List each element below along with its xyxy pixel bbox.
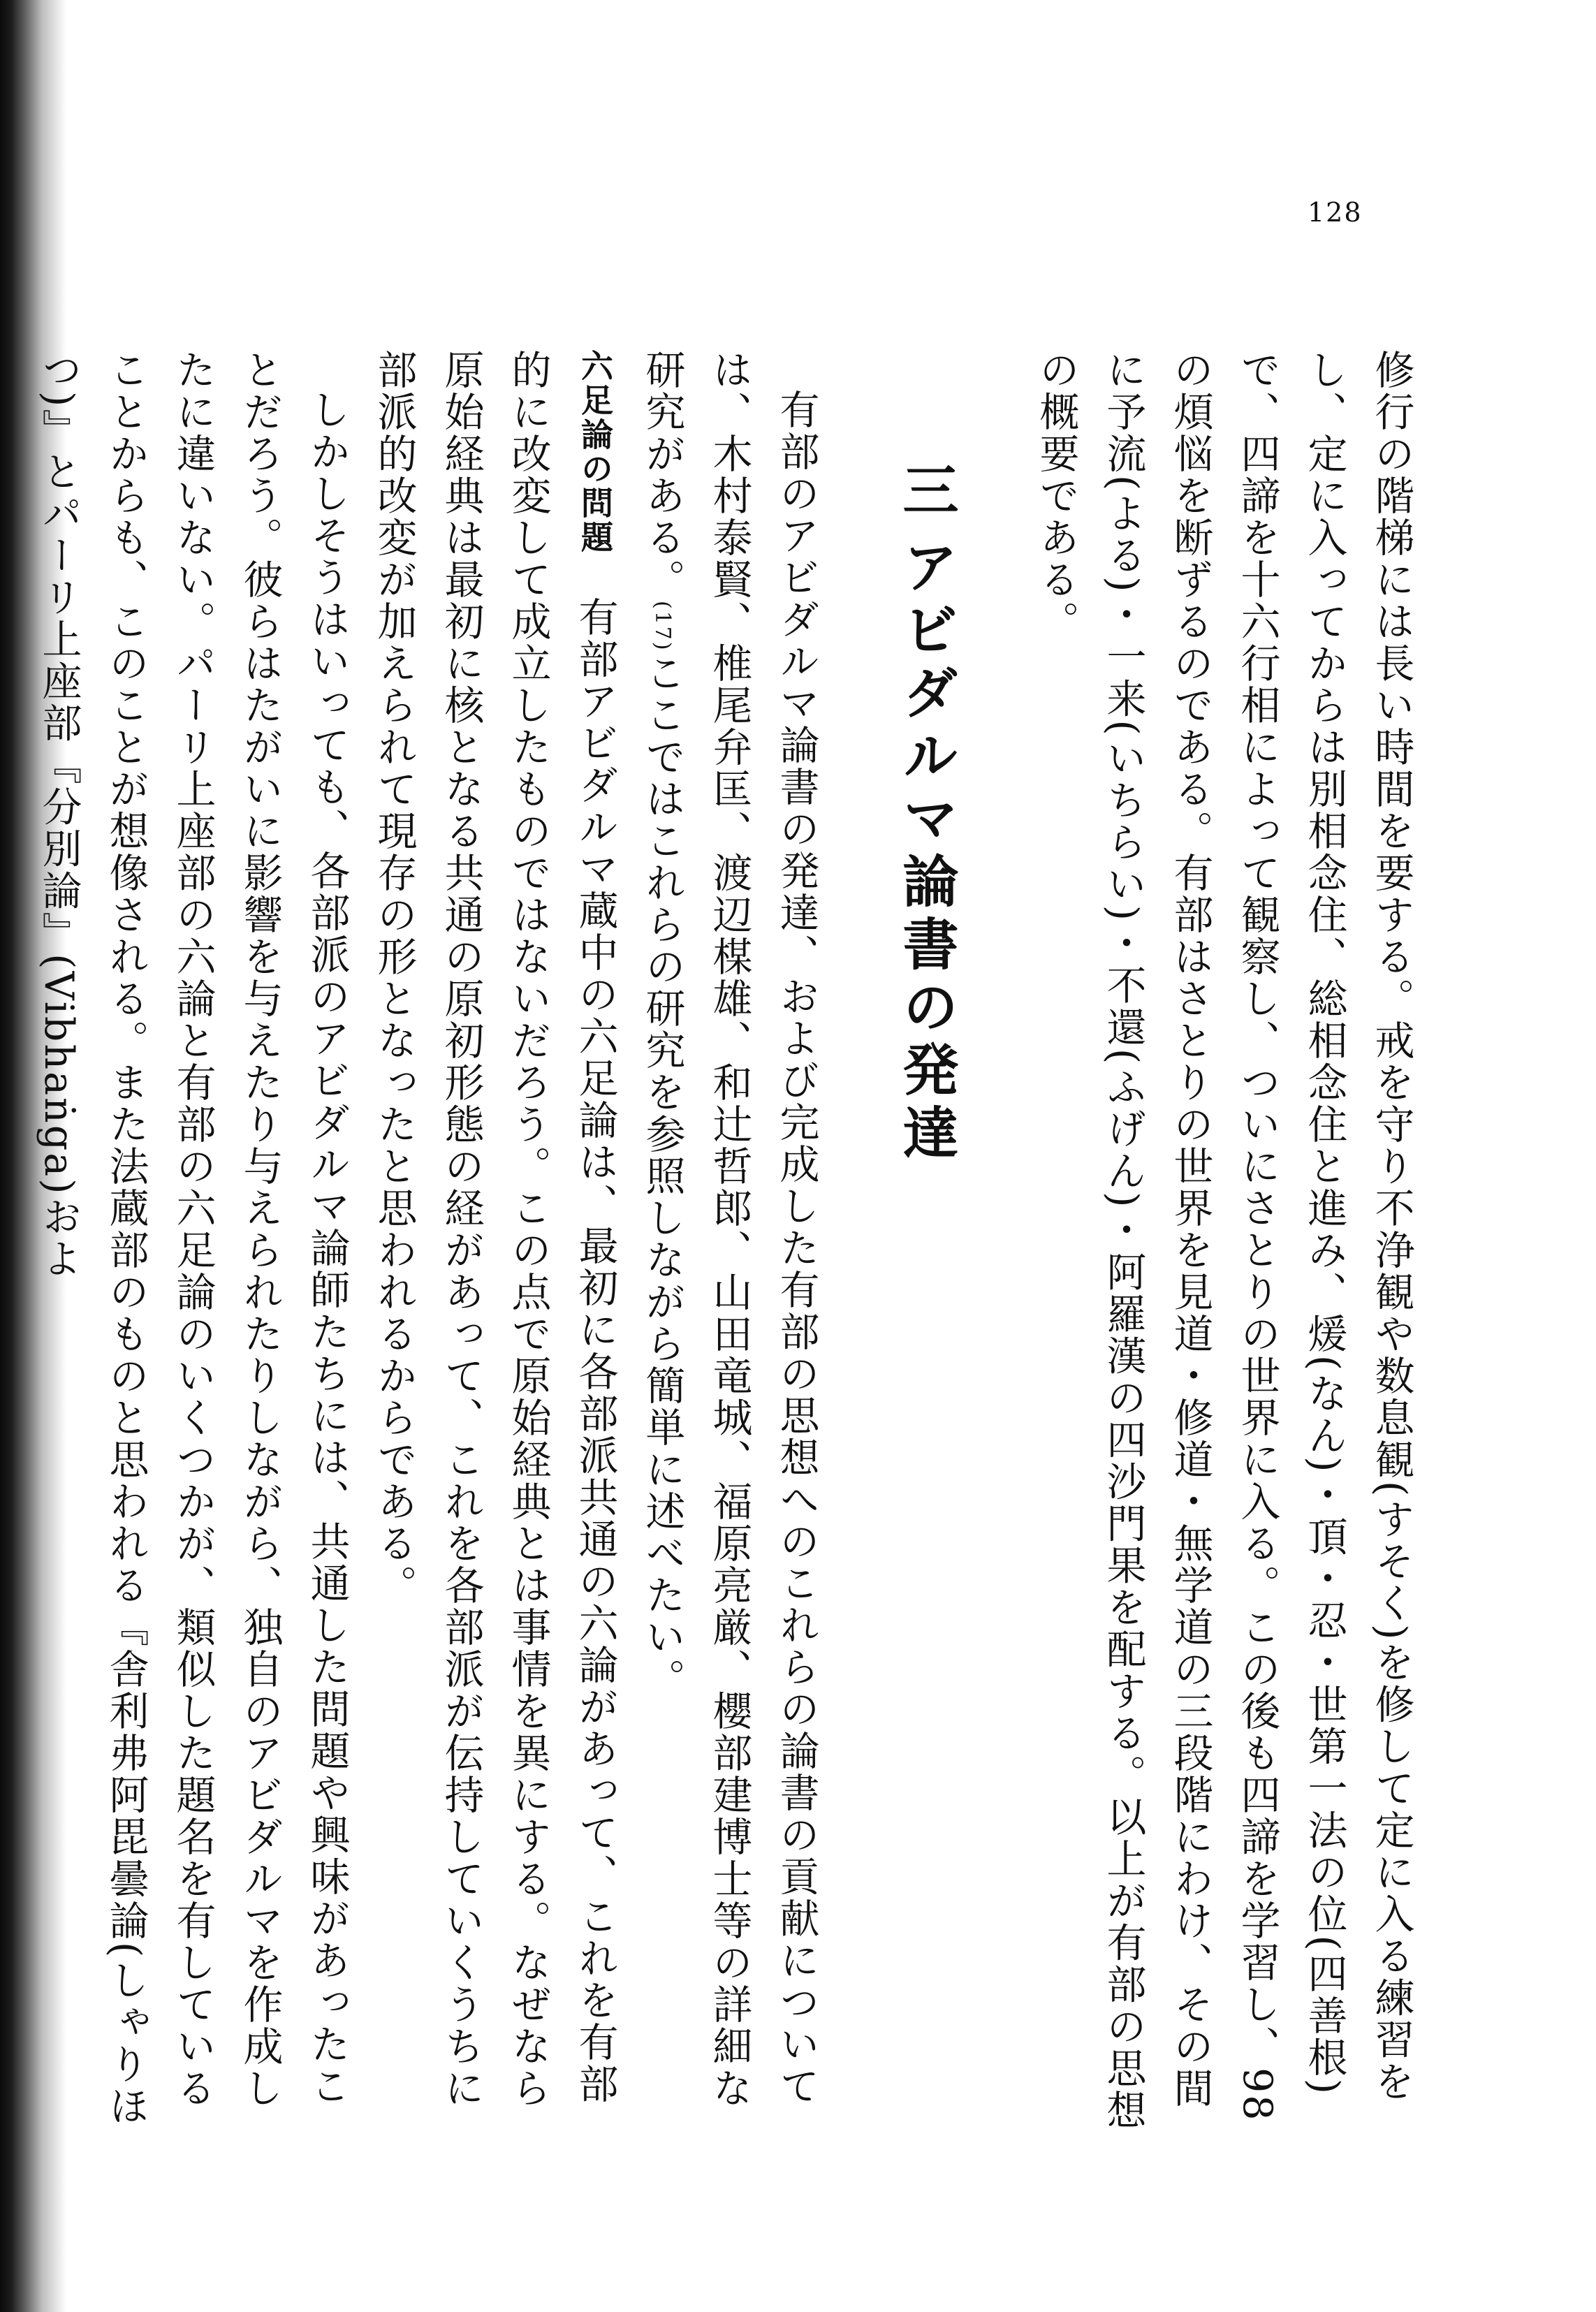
paragraph-3 xyxy=(360,349,629,2137)
section-title: アビダルマ論書の発達 xyxy=(893,538,959,1166)
paragraph-3-text: 有部アビダルマ蔵中の六足論は、最初に各部派共通の六論があって、これを有部的に改変して成立したものではないだろう。この点で原始経典とは事情を異にする。なぜなら原始経典は最初に核となる共通の原初形態の経があって、これを各部派が伝持していくうちに部派的改変が加えられて現存の形となったと思われるからである。 xyxy=(371,349,618,2109)
subheading-rokusokuron: 六足論の問題 xyxy=(576,349,614,555)
paragraph-1-part-a: 修行の階梯には長い時間を要する。戒を守り不浄観や数息観(すそく)を修して定に入る練習をし、定に入ってからは別相念住、総相念住と進み、煖(なん)・頂・忍・世第一法の位(四善根)で、四諦を十六行相によって観察し、ついにさとりの世界に入る。この後も四諦を学習し、 xyxy=(1234,349,1414,2103)
paragraph-1-part-b: の煩悩を断ずるのである。有部はさとりの世界を見道・修道・無学道の三段階にわけ、その間に予流(よる)・一来(いちらい)・不還(ふげん)・阿羅漢の四沙門果を配する。以上が有部の思想の概要である。 xyxy=(1033,349,1213,2132)
paragraph-2-part-a: 有部のアビダルマ論書の発達、および完成した有部の思想へのこれらの論書の貢献については、木村泰賢、椎尾弁匡、渡辺楳雄、和辻哲郎、山田竜城、福原亮厳、櫻部建博士等の詳細な研究がある。 xyxy=(639,349,819,2109)
paragraph-2 xyxy=(629,349,830,2137)
body-text xyxy=(36,349,1425,2137)
paragraph-1-number: 98 xyxy=(1234,2068,1280,2123)
paragraph-1 xyxy=(1023,349,1425,2137)
section-heading xyxy=(893,349,960,2137)
footnote-reference: (17) xyxy=(650,601,675,652)
section-number: 三 xyxy=(893,461,959,538)
paragraph-4 xyxy=(25,349,360,2137)
page-number: 128 xyxy=(1308,197,1363,228)
paragraph-4-text: しかしそうはいっても、各部派のアビダルマ論師たちには、共通した問題や興味があったことだろう。彼らはたがいに影響を与えたり与えられたりしながら、独自のアビダルマを作成したに違いない。パーリ上座部の六論と有部の六足論のいくつかが、類似した題名を有していることからも、このことが想像される。また法蔵部のものと思われる『舎利弗阿毘曇論(しゃりほつ)』とパーリ上座部『分別論』(Vibhaṅga)およ xyxy=(36,349,350,2128)
paragraph-2-part-b: ここではこれらの研究を参照しながら簡単に述べたい。 xyxy=(639,652,685,1700)
